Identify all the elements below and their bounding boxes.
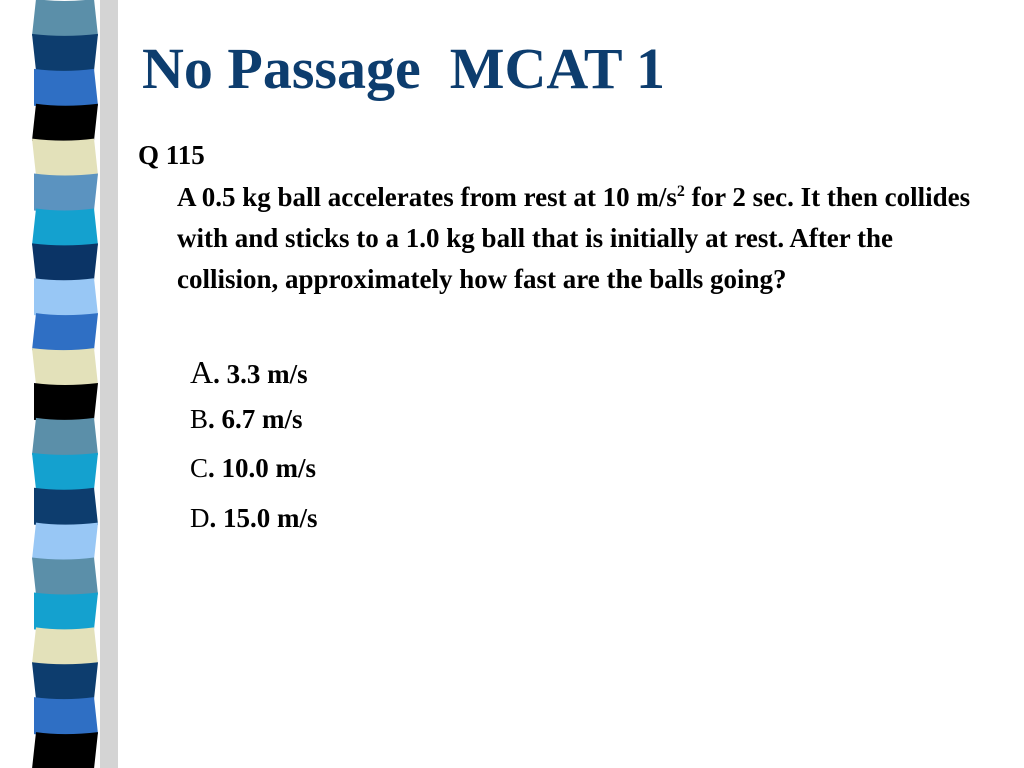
stripe-segment bbox=[34, 278, 98, 317]
stripe-segment bbox=[32, 0, 98, 38]
choice-c bbox=[190, 453, 318, 503]
stem-text-part2: for 2 sec. It then collides with and sticks to a 1.0 kg ball that is initially at rest. After the collision, approximately how fast are the balls going? bbox=[177, 182, 971, 294]
stripe-art bbox=[0, 0, 140, 768]
stripe-segment bbox=[32, 453, 98, 492]
choice-a bbox=[190, 354, 318, 404]
choice-c-letter: C bbox=[190, 453, 209, 483]
choice-a-text: . 3.3 m/s bbox=[213, 359, 308, 389]
stripe-segment bbox=[32, 34, 98, 73]
choice-d-letter: D bbox=[190, 502, 210, 533]
choice-d bbox=[190, 503, 318, 553]
question-stem bbox=[177, 177, 977, 300]
stripe-segment bbox=[32, 348, 98, 387]
choice-c-text: . 10.0 m/s bbox=[208, 453, 317, 483]
stem-text-part1: A 0.5 kg ball accelerates from rest at 10 m/s bbox=[177, 182, 677, 212]
stripe-segment bbox=[34, 69, 98, 108]
stripe-segment bbox=[32, 104, 98, 143]
stripe-segment bbox=[32, 627, 98, 666]
stripe-segment bbox=[32, 208, 98, 247]
stripe-segment bbox=[34, 697, 98, 736]
stripe-segment bbox=[32, 418, 98, 457]
stripe-segment bbox=[32, 139, 98, 178]
question-number: Q 115 bbox=[138, 140, 205, 170]
choice-a-letter: A bbox=[190, 354, 214, 390]
choice-b-letter: B bbox=[190, 403, 209, 434]
stripe-segment bbox=[32, 662, 98, 701]
stripe-segment bbox=[34, 174, 98, 213]
slide-title: No Passage MCAT 1 bbox=[142, 36, 666, 101]
stripe-segment bbox=[32, 558, 98, 597]
stripe-shadow bbox=[100, 0, 118, 768]
stripe-segment bbox=[32, 523, 98, 562]
stripe-segment bbox=[34, 592, 98, 631]
choice-b bbox=[190, 404, 318, 454]
stripe-segment bbox=[32, 313, 98, 352]
stripe-segment bbox=[34, 383, 98, 422]
stripe-segment bbox=[32, 732, 98, 768]
choice-d-text: . 15.0 m/s bbox=[209, 502, 318, 533]
stripe-segment bbox=[32, 243, 98, 282]
answer-choices bbox=[190, 354, 318, 552]
stem-exponent: 2 bbox=[676, 183, 685, 200]
stripe-segment bbox=[34, 488, 98, 527]
choice-b-text: . 6.7 m/s bbox=[208, 403, 303, 434]
